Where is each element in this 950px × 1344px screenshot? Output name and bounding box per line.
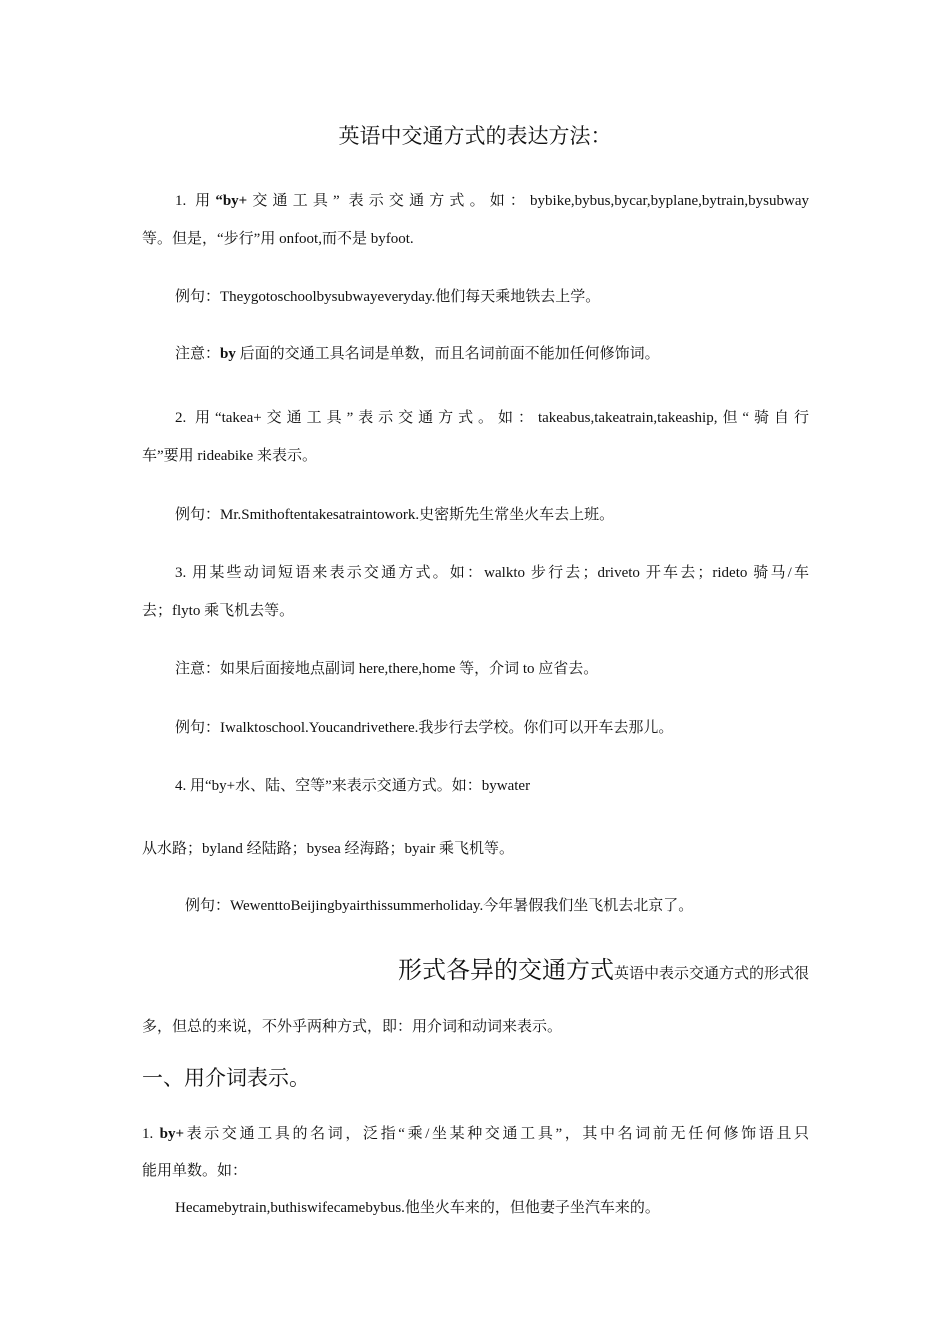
p1-rest: 交通工具” 表示交通方式。如：bybike,bybus,bycar,byplane,bytrain,bysubway: [247, 193, 809, 209]
paragraph-1-line-1: [142, 191, 809, 211]
s1-bold: by+: [159, 1126, 185, 1142]
section-heading-1: 一、用介词表示。: [142, 1066, 310, 1090]
paragraph-2-line-1: 2. 用“takea+交通工具”表示交通方式。如：takeabus,takeatrain,takeaship,但“骑自行: [175, 410, 809, 426]
note-1-rest: 后面的交通工具名词是单数，而且名词前面不能加任何修饰词。: [235, 346, 660, 362]
paragraph-1-line-2: 等。但是，“步行”用 onfoot,而不是 byfoot.: [142, 231, 414, 247]
page-title: 英语中交通方式的表达方法：: [338, 124, 612, 148]
section-1-item-1-line-1: [142, 1124, 809, 1144]
section-1-example: Hecamebytrain,buthiswifecamebybus.他坐火车来的，但他妻子坐汽车来的。: [175, 1200, 660, 1216]
paragraph-2-line-2: 车”要用 rideabike 来表示。: [142, 448, 317, 464]
paragraph-4-line-2: 从水路；byland 经陆路；bysea 经海路；byair 乘飞机等。: [142, 841, 515, 857]
example-4: 例句：WewenttoBeijingbyairthissummerholiday.今年暑假我们坐飞机去北京了。: [185, 898, 694, 914]
sub-heading-continuation: 多，但总的来说，不外乎两种方式，即：用介词和动词来表示。: [142, 1019, 563, 1035]
s1-num: 1.: [142, 1126, 160, 1142]
paragraph-4-line-1: 4. 用“by+水、陆、空等”来表示交通方式。如：bywater: [175, 778, 531, 794]
p1-bold: “by+: [215, 193, 248, 209]
paragraph-3-line-1: 3. 用某些动词短语来表示交通方式。如：walkto 步行去；driveto 开车去；rideto 骑马/车: [175, 565, 809, 581]
example-2: 例句：Mr.Smithoftentakesatraintowork.史密斯先生常坐火车去上班。: [175, 507, 615, 523]
s1-rest: 表示交通工具的名词，泛指“乘/坐某种交通工具”，其中名词前无任何修饰语且只: [184, 1126, 809, 1142]
note-1: [175, 344, 660, 364]
sub-heading-title: 形式各异的交通方式: [397, 958, 614, 984]
paragraph-3-line-2: 去；flyto 乘飞机去等。: [142, 603, 295, 619]
sub-heading: [398, 950, 809, 985]
note-1-label: 注意：: [175, 346, 221, 362]
sub-heading-lead: 英语中表示交通方式的形式很: [613, 966, 809, 982]
example-1: 例句：Theygotoschoolbysubwayeveryday.他们每天乘地铁去上学。: [175, 289, 601, 305]
p1-num: 1. 用: [175, 193, 216, 209]
section-1-item-1-line-2: 能用单数。如：: [142, 1163, 248, 1179]
note-2: 注意：如果后面接地点副词 here,there,home 等，介词 to 应省去。: [175, 661, 599, 677]
note-1-bold: by: [220, 346, 236, 362]
example-3: 例句：Iwalktoschool.Youcandrivethere.我步行去学校。你们可以开车去那儿。: [175, 720, 674, 736]
